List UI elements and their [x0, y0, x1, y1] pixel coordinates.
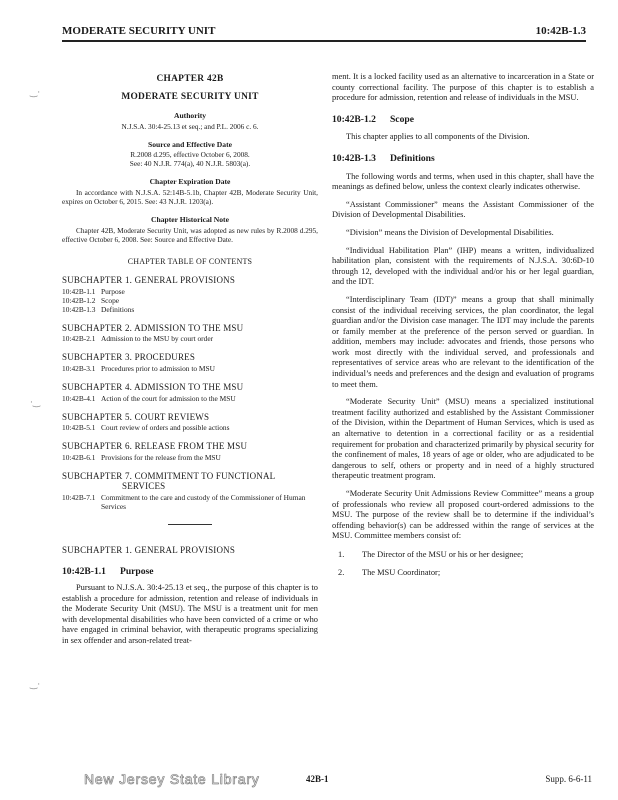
- section-number: 10:42B-1.1: [62, 565, 106, 577]
- section-title: Scope: [389, 113, 414, 125]
- history-heading: Chapter Historical Note: [151, 214, 229, 224]
- section-heading-definitions: [332, 154, 594, 165]
- purpose-text-continued: ment. It is a locked facility used as an alternative to incarceration in a State or county correctional facility. The purpose of this chapter is to establish a procedure for admission, retention and release of individuals in the MSU.: [332, 72, 594, 103]
- toc-entry-number: 10:42B-6.1: [62, 452, 96, 462]
- source-heading: Source and Effective Date: [147, 139, 232, 149]
- margin-mark: ‿·: [30, 680, 41, 690]
- definitions-intro: The following words and terms, when used in this chapter, shall have the meanings as defined below, unless the context clearly indicates otherwise.: [332, 171, 594, 192]
- toc-entry-title: Purpose: [101, 286, 125, 296]
- toc-entry-title: Action of the court for admission to the MSU: [101, 393, 236, 403]
- toc: [62, 275, 318, 511]
- toc-entry-number: 10:42B-4.1: [62, 393, 96, 403]
- source-line: See: 40 N.J.R. 774(a), 40 N.J.R. 5803(a).: [129, 159, 251, 169]
- definition-msu: “Moderate Security Unit” (MSU) means a specialized institutional treatment facility authorized and established by the Assistant Commissioner of the Division, within the Department of Human Services, which is used as an alternative to detention in a correctional facility or as a residential requirement for probation and characterized primarily by physical security for the confinement of males, 18 years of age or older, who are adjudicated to be dangerous to self, others or property and in need of a highly structured therapeutic treatment program.: [332, 397, 594, 481]
- section-number: 10:42B-1.3: [332, 152, 376, 164]
- toc-entry: [62, 423, 318, 432]
- toc-subchapter-heading: SUBCHAPTER 6. RELEASE FROM THE MSU: [62, 441, 248, 452]
- definition-idt: “Interdisciplinary Team (IDT)” means a group that shall minimally consist of the individual receiving services, the plan coordinator, the legal guardian and/or the Division case manager. The IDT may include the parents or family member at the preference of the person served or guardian. In addition, members may include: advocates and friends, those persons who work most directly with the individual served, and professionals and representatives of service areas who are relevant to the identification of the individual’s needs and preferences and the design and evaluation of programs to meet them.: [332, 294, 594, 389]
- toc-entry-number: 10:42B-1.1: [62, 286, 96, 296]
- header-chapter-name: MODERATE SECURITY UNIT: [62, 25, 216, 37]
- toc-subchapter-heading: SUBCHAPTER 5. COURT REVIEWS: [62, 411, 210, 422]
- list-item: [332, 568, 594, 579]
- definition-ihp: “Individual Habilitation Plan” (IHP) means a written, individualized habilitation plan, consistent with the requirements of N.J.S.A. 30:6D-10 through 12, developed with the individual and/or his or her legal guardian, and the IDT.: [332, 245, 594, 287]
- chapter-title: MODERATE SECURITY UNIT: [121, 91, 259, 102]
- toc-subchapter-heading: SUBCHAPTER 7. COMMITMENT TO FUNCTIONAL: [62, 470, 276, 481]
- authority-heading: Authority: [173, 111, 207, 121]
- purpose-text: Pursuant to N.J.S.A. 30:4-25.13 et seq., the purpose of this chapter is to establish a procedure for admission, retention and release of individuals in the Moderate Security Unit (MSU). The MSU is a treatment unit for men with developmental disabilities who have been convicted of a crime or who have engaged in criminal behavior, with therapeutic programs specializing in sex offender and arson-related treat-: [62, 583, 318, 646]
- toc-entry-number: 10:42B-2.1: [62, 334, 96, 344]
- toc-entry-number: 10:42B-7.1: [62, 492, 96, 502]
- page-number: 42B-1: [306, 774, 329, 784]
- section-heading-purpose: [62, 567, 318, 578]
- page-footer: [62, 771, 592, 788]
- toc-subchapter-heading: SUBCHAPTER 1. GENERAL PROVISIONS: [62, 275, 236, 286]
- authority-text: N.J.S.A. 30:4-25.13 et seq.; and P.L. 2006 c. 6.: [121, 121, 259, 131]
- toc-subchapter-heading-cont: SERVICES: [122, 481, 166, 492]
- list-item: [332, 550, 594, 561]
- definition-division: “Division” means the Division of Developmental Disabilities.: [346, 227, 554, 237]
- toc-entry-title: Procedures prior to admission to MSU: [101, 363, 215, 373]
- toc-entry: [62, 287, 318, 296]
- toc-subchapter-heading: SUBCHAPTER 3. PROCEDURES: [62, 352, 196, 363]
- right-column: [332, 72, 594, 578]
- list-item-number: 2.: [338, 567, 345, 577]
- definition-assistant-commissioner: “Assistant Commissioner” means the Assistant Commissioner of the Division of Developmental Disabilities.: [332, 199, 594, 220]
- toc-entry-number: 10:42B-3.1: [62, 363, 96, 373]
- expiration-text: In accordance with N.J.S.A. 52:14B-5.1b, Chapter 42B, Moderate Security Unit, expires on October 6, 2015. See: 43 N.J.R. 1203(a).: [62, 187, 318, 206]
- chapter-number: CHAPTER 42B: [156, 74, 224, 84]
- section-title: Purpose: [119, 565, 154, 577]
- toc-entry-number: 10:42B-1.3: [62, 304, 96, 314]
- toc-entry: [62, 493, 318, 511]
- committee-members-list: [332, 550, 594, 578]
- section-heading-scope: [332, 115, 594, 126]
- left-column: [62, 70, 318, 647]
- supplement-date: Supp. 6-6-11: [545, 774, 592, 784]
- subchapter-heading: SUBCHAPTER 1. GENERAL PROVISIONS: [62, 544, 236, 555]
- toc-entry-title: Admission to the MSU by court order: [101, 334, 214, 344]
- toc-entry: [62, 334, 318, 343]
- margin-mark: ‿·: [30, 88, 41, 98]
- library-watermark: New Jersey State Library: [84, 771, 260, 787]
- toc-entry: [62, 394, 318, 403]
- toc-entry: [62, 364, 318, 373]
- section-title: Definitions: [389, 152, 435, 164]
- list-item-number: 1.: [338, 549, 345, 559]
- expiration-heading: Chapter Expiration Date: [149, 177, 231, 187]
- list-item-text: The MSU Coordinator;: [362, 567, 441, 577]
- toc-entry-title: Court review of orders and possible actions: [101, 423, 230, 433]
- toc-entry-title: Commitment to the care and custody of the Commissioner of Human Services: [101, 492, 306, 511]
- history-text: Chapter 42B, Moderate Security Unit, was adopted as new rules by R.2008 d.295, effective October 6, 2008. See: Source and Effective Date.: [62, 225, 318, 244]
- running-header: [62, 22, 586, 42]
- toc-entry-title: Scope: [101, 295, 120, 305]
- header-section-number: 10:42B-1.3: [535, 25, 586, 37]
- definition-admissions-committee: “Moderate Security Unit Admissions Review Committee” means a group of professionals who review all proposed court-ordered admissions to the MSU. The purpose of the review shall be to determine if the individual’s offending behavior(s) can be addressed within the range of services at the MSU. Committee members consist of:: [332, 489, 594, 541]
- toc-entry-title: Definitions: [101, 304, 135, 314]
- toc-entry-title: Provisions for the release from the MSU: [101, 452, 221, 462]
- scope-text: This chapter applies to all components of the Division.: [346, 132, 530, 142]
- list-item-text: The Director of the MSU or his or her designee;: [362, 549, 524, 559]
- toc-entry: [62, 296, 318, 305]
- source-line: R.2008 d.295, effective October 6, 2008.: [130, 150, 250, 160]
- divider: [168, 524, 212, 525]
- toc-entry: [62, 453, 318, 462]
- toc-subchapter-heading: SUBCHAPTER 2. ADMISSION TO THE MSU: [62, 322, 244, 333]
- toc-entry-number: 10:42B-5.1: [62, 423, 96, 433]
- toc-title: CHAPTER TABLE OF CONTENTS: [127, 256, 253, 266]
- section-number: 10:42B-1.2: [332, 113, 376, 125]
- toc-subchapter-heading: SUBCHAPTER 4. ADMISSION TO THE MSU: [62, 381, 244, 392]
- margin-mark: ·‿: [30, 398, 41, 408]
- toc-entry-number: 10:42B-1.2: [62, 295, 96, 305]
- toc-entry: [62, 305, 318, 314]
